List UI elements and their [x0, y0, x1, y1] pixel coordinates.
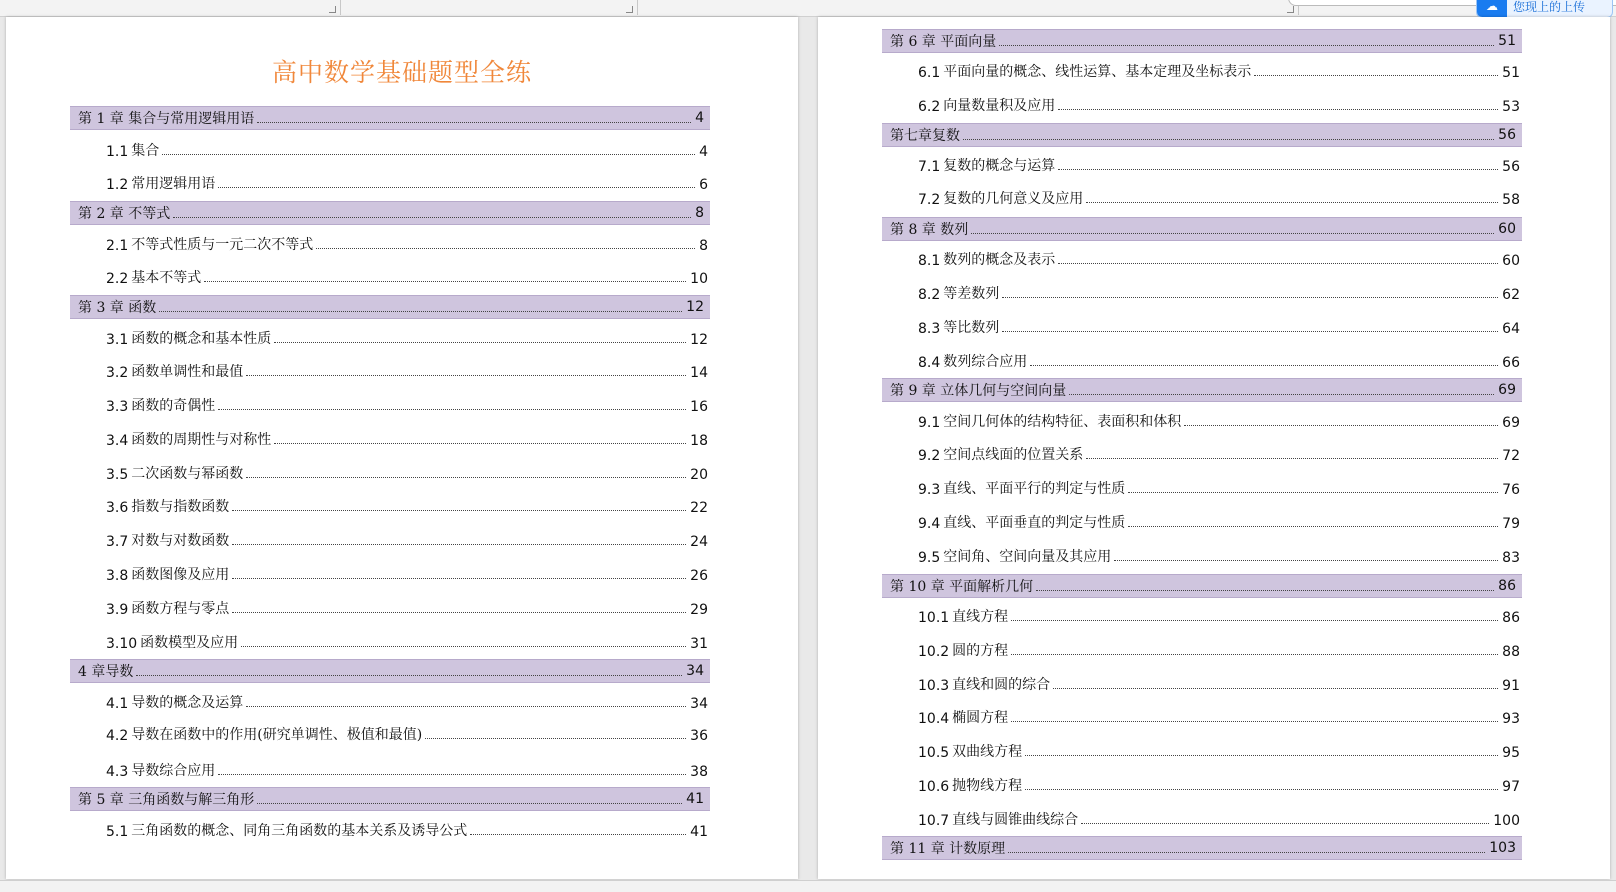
- toc-section-entry[interactable]: [106, 528, 708, 550]
- dot-leader: [1025, 789, 1498, 790]
- page-number: 18: [690, 433, 708, 449]
- toc-section-entry[interactable]: [106, 630, 708, 652]
- dot-leader: [1058, 109, 1498, 110]
- page-number: 10: [690, 271, 708, 287]
- dot-leader: [241, 646, 686, 647]
- toc-section-entry[interactable]: [106, 265, 708, 287]
- section-title: 等差数列: [943, 286, 1000, 302]
- page-number: 60: [1502, 253, 1520, 269]
- section-title: 集合: [131, 143, 160, 159]
- toc-section-entry[interactable]: [918, 409, 1520, 431]
- dot-leader: [316, 248, 695, 249]
- section-title: 双曲线方程: [952, 744, 1023, 760]
- status-bar: [0, 880, 1616, 892]
- toc-section-entry[interactable]: [918, 153, 1520, 175]
- dot-leader: [218, 187, 695, 188]
- toc-section-entry[interactable]: [918, 807, 1520, 829]
- section-title: 函数的周期性与对称性: [131, 432, 272, 448]
- section-title: 常用逻辑用语: [131, 176, 216, 192]
- section-number: 10.1: [918, 610, 950, 626]
- section-number: 4.2: [106, 728, 129, 744]
- dot-leader: [1081, 823, 1489, 824]
- page-number: 12: [690, 332, 708, 348]
- section-number: 3.9: [106, 602, 129, 618]
- section-title: 导数的概念及运算: [131, 695, 244, 711]
- section-title: 抛物线方程: [952, 778, 1023, 794]
- chapter-title: 第 8 章 数列: [890, 222, 969, 238]
- section-title: 函数方程与零点: [131, 601, 230, 617]
- cloud-upload-icon: ☁: [1477, 0, 1507, 17]
- toc-section-entry[interactable]: [106, 562, 708, 584]
- dot-leader: [218, 409, 686, 410]
- section-number: 3.10: [106, 636, 138, 652]
- dot-leader: [257, 122, 691, 123]
- section-number: 5.1: [106, 824, 129, 840]
- section-title: 不等式性质与一元二次不等式: [131, 237, 314, 253]
- page-number: 91: [1502, 678, 1520, 694]
- chapter-title: 第 10 章 平面解析几何: [890, 579, 1034, 595]
- dot-leader: [1008, 852, 1485, 853]
- section-number: 2.2: [106, 271, 129, 287]
- dot-leader: [1002, 297, 1498, 298]
- page-number: 34: [690, 696, 708, 712]
- chapter-title: 第七章复数: [890, 128, 960, 144]
- section-title: 基本不等式: [131, 270, 202, 286]
- page-number: 62: [1502, 287, 1520, 303]
- page-number: 8: [695, 205, 704, 221]
- section-number: 10.6: [918, 779, 950, 795]
- dot-leader: [1002, 331, 1498, 332]
- dot-leader: [246, 706, 686, 707]
- section-title: 直线、平面垂直的判定与性质: [943, 515, 1126, 531]
- section-title: 直线、平面平行的判定与性质: [943, 481, 1126, 497]
- toc-section-entry[interactable]: [918, 672, 1520, 694]
- page-number: 95: [1502, 745, 1520, 761]
- section-title: 等比数列: [943, 320, 1000, 336]
- section-title: 二次函数与幂函数: [131, 466, 244, 482]
- ribbon-group: [0, 0, 341, 15]
- dot-leader: [1053, 688, 1498, 689]
- page-number: 66: [1502, 355, 1520, 371]
- toc-section-entry[interactable]: [106, 427, 708, 449]
- toc-chapter-entry[interactable]: [882, 123, 1522, 147]
- dot-leader: [232, 544, 686, 545]
- upload-button[interactable]: [1476, 0, 1613, 18]
- section-number: 3.6: [106, 500, 129, 516]
- chapter-title: 第 3 章 函数: [78, 300, 157, 316]
- dot-leader: [1036, 590, 1494, 591]
- page-number: 4: [695, 110, 704, 126]
- toc-section-entry[interactable]: [918, 186, 1520, 208]
- page-number: 20: [690, 467, 708, 483]
- page-number: 51: [1498, 33, 1516, 49]
- section-title: 复数的几何意义及应用: [943, 191, 1084, 207]
- page-number: 4: [699, 144, 708, 160]
- dot-leader: [246, 375, 686, 376]
- chapter-title: 第 9 章 立体几何与空间向量: [890, 383, 1067, 399]
- toc-chapter-entry[interactable]: [882, 378, 1522, 402]
- section-number: 10.4: [918, 711, 950, 727]
- chapter-title: 第 5 章 三角函数与解三角形: [78, 792, 255, 808]
- page-number: 56: [1502, 159, 1520, 175]
- page-number: 60: [1498, 221, 1516, 237]
- toc-section-entry[interactable]: [918, 739, 1520, 761]
- page-number: 26: [690, 568, 708, 584]
- dot-leader: [173, 217, 691, 218]
- toc-section-entry[interactable]: [918, 705, 1520, 727]
- section-number: 8.4: [918, 355, 941, 371]
- toc-section-entry[interactable]: [106, 722, 708, 744]
- toc-chapter-entry[interactable]: [70, 787, 710, 811]
- section-number: 10.5: [918, 745, 950, 761]
- page-number: 29: [690, 602, 708, 618]
- toc-section-entry[interactable]: [918, 476, 1520, 498]
- section-title: 函数的奇偶性: [131, 398, 216, 414]
- section-number: 4.3: [106, 764, 129, 780]
- toc-chapter-entry[interactable]: [882, 836, 1522, 860]
- section-number: 8.3: [918, 321, 941, 337]
- toc-section-entry[interactable]: [918, 247, 1520, 269]
- section-number: 10.2: [918, 644, 950, 660]
- toc-section-entry[interactable]: [918, 442, 1520, 464]
- dot-leader: [232, 510, 686, 511]
- page-number: 58: [1502, 192, 1520, 208]
- page-number: 16: [690, 399, 708, 415]
- section-number: 8.2: [918, 287, 941, 303]
- section-number: 10.3: [918, 678, 950, 694]
- dot-leader: [1011, 721, 1498, 722]
- section-title: 向量数量积及应用: [943, 98, 1056, 114]
- page-number: 64: [1502, 321, 1520, 337]
- section-title: 平面向量的概念、线性运算、基本定理及坐标表示: [943, 64, 1252, 80]
- ribbon-group: [341, 0, 638, 15]
- dot-leader: [257, 803, 682, 804]
- ribbon-group: [638, 0, 1299, 15]
- page-number: 24: [690, 534, 708, 550]
- section-title: 函数模型及应用: [140, 635, 239, 651]
- dot-leader: [136, 675, 682, 676]
- toc-section-entry[interactable]: [106, 393, 708, 415]
- section-number: 9.3: [918, 482, 941, 498]
- section-title: 圆的方程: [952, 643, 1009, 659]
- toc-chapter-entry[interactable]: [70, 659, 710, 683]
- section-number: 3.3: [106, 399, 129, 415]
- toc-section-entry[interactable]: [106, 359, 708, 381]
- dot-leader: [274, 443, 686, 444]
- toc-section-entry[interactable]: [918, 638, 1520, 660]
- chapter-title: 第 1 章 集合与常用逻辑用语: [78, 111, 255, 127]
- chapter-title: 第 2 章 不等式: [78, 206, 171, 222]
- page-number: 41: [690, 824, 708, 840]
- dialog-launcher-icon[interactable]: [329, 6, 336, 13]
- page-number: 53: [1502, 99, 1520, 115]
- toc-section-entry[interactable]: [106, 690, 708, 712]
- toc-section-entry[interactable]: [918, 349, 1520, 371]
- dot-leader: [1254, 75, 1498, 76]
- dot-leader: [1086, 458, 1498, 459]
- page-number: 6: [699, 177, 708, 193]
- page-number: 22: [690, 500, 708, 516]
- dialog-launcher-icon[interactable]: [1287, 6, 1294, 13]
- dot-leader: [1030, 365, 1498, 366]
- toc-section-entry[interactable]: [918, 59, 1520, 81]
- section-number: 4.1: [106, 696, 129, 712]
- section-title: 数列的概念及表示: [943, 252, 1056, 268]
- page-number: 69: [1502, 415, 1520, 431]
- page-number: 31: [690, 636, 708, 652]
- page-number: 79: [1502, 516, 1520, 532]
- toc-section-entry[interactable]: [918, 544, 1520, 566]
- page-number: 8: [699, 238, 708, 254]
- section-title: 直线和圆的综合: [952, 677, 1051, 693]
- section-title: 导数综合应用: [131, 763, 216, 779]
- section-number: 3.8: [106, 568, 129, 584]
- upload-button-label: 您现上的上传: [1513, 0, 1586, 14]
- section-number: 6.2: [918, 99, 941, 115]
- page-number: 14: [690, 365, 708, 381]
- page-number: 51: [1502, 65, 1520, 81]
- toc-section-entry[interactable]: [106, 232, 708, 254]
- section-number: 3.2: [106, 365, 129, 381]
- page-number: 12: [686, 299, 704, 315]
- section-number: 3.5: [106, 467, 129, 483]
- section-title: 复数的概念与运算: [943, 158, 1056, 174]
- dot-leader: [1184, 425, 1498, 426]
- toc-section-entry[interactable]: [106, 461, 708, 483]
- section-number: 1.2: [106, 177, 129, 193]
- section-number: 9.5: [918, 550, 941, 566]
- dot-leader: [1058, 263, 1498, 264]
- ribbon-remnant: [0, 0, 1616, 17]
- dot-leader: [1011, 654, 1498, 655]
- document-page-right: [818, 17, 1610, 879]
- document-page-left: [6, 17, 798, 879]
- section-title: 直线与圆锥曲线综合: [952, 812, 1079, 828]
- dot-leader: [470, 834, 686, 835]
- toc-section-entry[interactable]: [918, 773, 1520, 795]
- dot-leader: [232, 612, 686, 613]
- toc-section-entry[interactable]: [106, 596, 708, 618]
- toc-chapter-entry[interactable]: [70, 201, 710, 225]
- section-title: 函数的概念和基本性质: [131, 331, 272, 347]
- toc-section-entry[interactable]: [918, 604, 1520, 626]
- page-number: 93: [1502, 711, 1520, 727]
- toc-chapter-entry[interactable]: [882, 29, 1522, 53]
- section-number: 8.1: [918, 253, 941, 269]
- page-number: 34: [686, 663, 704, 679]
- section-title: 对数与对数函数: [131, 533, 230, 549]
- page-number: 69: [1498, 382, 1516, 398]
- section-number: 3.1: [106, 332, 129, 348]
- page-number: 86: [1498, 578, 1516, 594]
- dot-leader: [162, 154, 695, 155]
- dot-leader: [425, 738, 686, 739]
- toc-chapter-entry[interactable]: [70, 106, 710, 130]
- page-number: 103: [1489, 840, 1516, 856]
- section-number: 3.7: [106, 534, 129, 550]
- section-title: 指数与指数函数: [131, 499, 230, 515]
- section-number: 9.4: [918, 516, 941, 532]
- toc-section-entry[interactable]: [918, 281, 1520, 303]
- toc-section-entry[interactable]: [918, 510, 1520, 532]
- chapter-title: 第 6 章 平面向量: [890, 34, 997, 50]
- toc-chapter-entry[interactable]: [882, 217, 1522, 241]
- section-number: 3.4: [106, 433, 129, 449]
- toc-chapter-entry[interactable]: [882, 574, 1522, 598]
- dot-leader: [1128, 492, 1498, 493]
- document-title: 高中数学基础题型全练: [271, 58, 532, 87]
- page-number: 36: [690, 728, 708, 744]
- dot-leader: [218, 774, 686, 775]
- page-number: 72: [1502, 448, 1520, 464]
- section-number: 10.7: [918, 813, 950, 829]
- dot-leader: [232, 578, 686, 579]
- toc-section-entry[interactable]: [106, 494, 708, 516]
- section-number: 1.1: [106, 144, 129, 160]
- toc-section-entry[interactable]: [106, 138, 708, 160]
- toc-section-entry[interactable]: [106, 818, 708, 840]
- page-number: 83: [1502, 550, 1520, 566]
- page-number: 88: [1502, 644, 1520, 660]
- section-title: 导数在函数中的作用(研究单调性、极值和最值): [131, 727, 423, 743]
- section-title: 三角函数的概念、同角三角函数的基本关系及诱导公式: [131, 823, 468, 839]
- dot-leader: [274, 342, 686, 343]
- page-number: 41: [686, 791, 704, 807]
- section-number: 7.2: [918, 192, 941, 208]
- dot-leader: [1011, 620, 1498, 621]
- section-number: 7.1: [918, 159, 941, 175]
- section-title: 数列综合应用: [943, 354, 1028, 370]
- section-number: 6.1: [918, 65, 941, 81]
- chapter-title: 第 11 章 计数原理: [890, 841, 1006, 857]
- section-title: 函数图像及应用: [131, 567, 230, 583]
- section-number: 2.1: [106, 238, 129, 254]
- toc-section-entry[interactable]: [106, 326, 708, 348]
- dot-leader: [1069, 394, 1494, 395]
- toc-section-entry[interactable]: [106, 171, 708, 193]
- page-number: 38: [690, 764, 708, 780]
- dot-leader: [1114, 560, 1498, 561]
- section-title: 空间点线面的位置关系: [943, 447, 1084, 463]
- section-title: 空间角、空间向量及其应用: [943, 549, 1112, 565]
- toc-chapter-entry[interactable]: [70, 295, 710, 319]
- page-number: 56: [1498, 127, 1516, 143]
- page-number: 100: [1493, 813, 1520, 829]
- section-title: 空间几何体的结构特征、表面积和体积: [943, 414, 1182, 430]
- dot-leader: [246, 477, 686, 478]
- dialog-launcher-icon[interactable]: [626, 6, 633, 13]
- chapter-title: 4 章导数: [78, 664, 134, 680]
- section-number: 9.1: [918, 415, 941, 431]
- page-number: 97: [1502, 779, 1520, 795]
- dot-leader: [999, 45, 1494, 46]
- dot-leader: [1128, 526, 1498, 527]
- toc-section-entry[interactable]: [918, 93, 1520, 115]
- dot-leader: [971, 233, 1494, 234]
- section-title: 直线方程: [952, 609, 1009, 625]
- dot-leader: [204, 281, 686, 282]
- section-number: 9.2: [918, 448, 941, 464]
- dot-leader: [1058, 169, 1498, 170]
- dot-leader: [159, 311, 682, 312]
- toc-section-entry[interactable]: [106, 758, 708, 780]
- page-number: 86: [1502, 610, 1520, 626]
- page-number: 76: [1502, 482, 1520, 498]
- section-title: 函数单调性和最值: [131, 364, 244, 380]
- section-title: 椭圆方程: [952, 710, 1009, 726]
- dot-leader: [963, 139, 1494, 140]
- dot-leader: [1086, 202, 1498, 203]
- toc-section-entry[interactable]: [918, 315, 1520, 337]
- dot-leader: [1025, 755, 1498, 756]
